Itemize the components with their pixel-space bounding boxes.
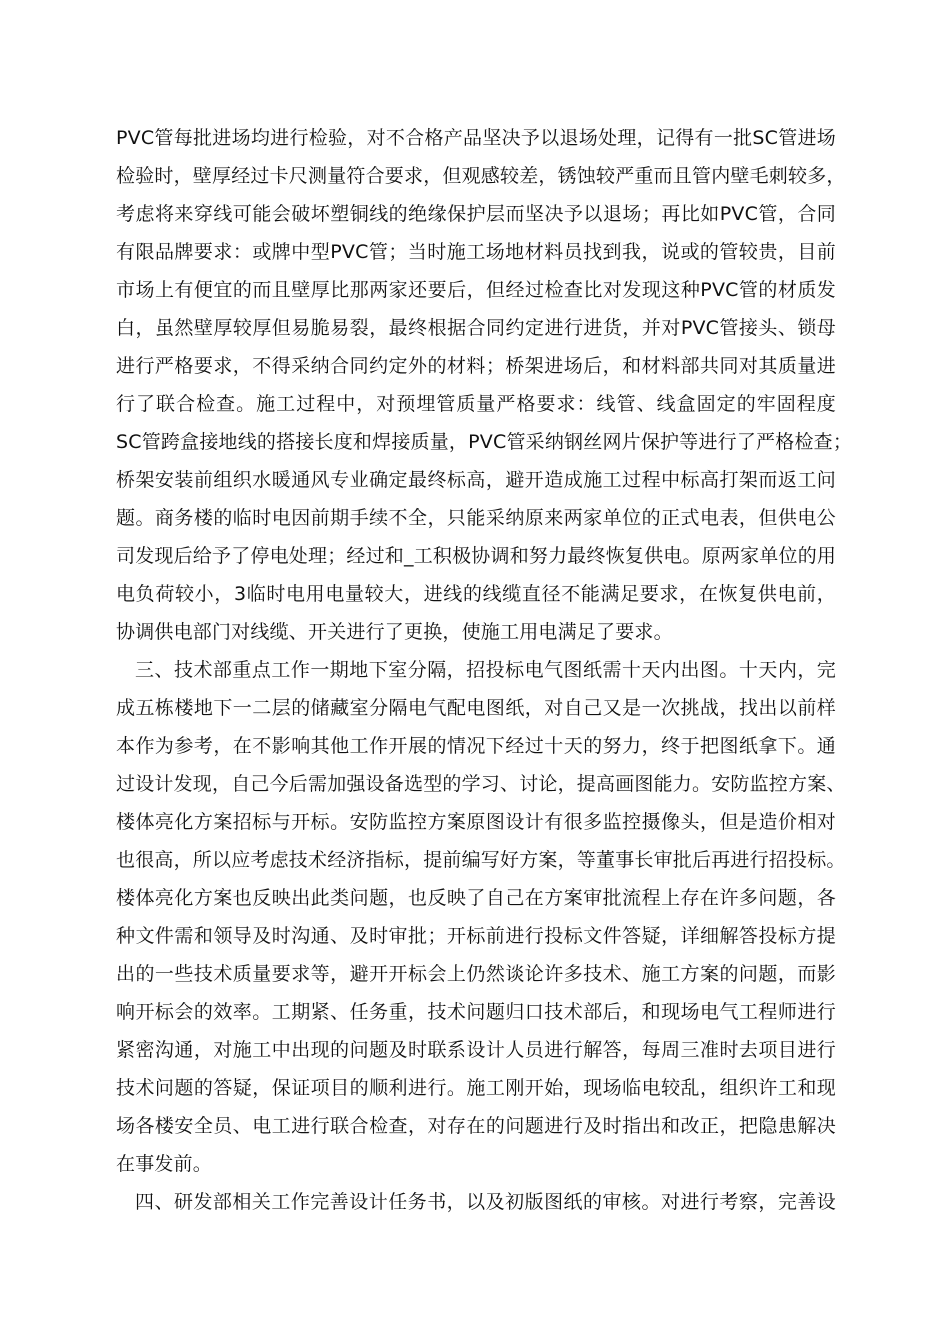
paragraph-line: 成五栋楼地下一二层的储藏室分隔电气配电图纸，对自己又是一次挑战，找出以前样: [116, 697, 836, 719]
paragraph-line: 本作为参考，在不影响其他工作开展的情况下经过十天的努力，终于把图纸拿下。通: [116, 735, 836, 757]
paragraph-line: 考虑将来穿线可能会破坏塑铜线的绝缘保护层而坚决予以退场；再比如PVC管，合同: [116, 203, 836, 225]
paragraph-line: 楼体亮化方案也反映出此类问题，也反映了自己在方案审批流程上存在许多问题，各: [116, 887, 836, 909]
paragraph-line: 也很高，所以应考虑技术经济指标，提前编写好方案，等董事长审批后再进行招投标。: [116, 849, 846, 871]
paragraph-line: 行了联合检查。施工过程中，对预埋管质量严格要求：线管、线盒固定的牢固程度: [116, 393, 836, 415]
paragraph-line: 在事发前。: [116, 1153, 213, 1175]
paragraph-line: 桥架安装前组织水暖通风专业确定最终标高，避开造成施工过程中标高打架而返工问: [116, 469, 836, 491]
paragraph-line: 响开标会的效率。工期紧、任务重，技术问题归口技术部后，和现场电气工程师进行: [116, 1001, 836, 1023]
paragraph-line: 进行严格要求，不得采纳合同约定外的材料；桥架进场后，和材料部共同对其质量进: [116, 355, 836, 377]
paragraph-line: 有限品牌要求：或牌中型PVC管；当时施工场地材料员找到我，说或的管较贵，目前: [116, 241, 836, 263]
paragraph-line-first: 四、研发部相关工作完善设计任务书，以及初版图纸的审核。对进行考察，完善设: [135, 1191, 836, 1213]
paragraph-line: 过设计发现，自己今后需加强设备选型的学习、讨论，提高画图能力。安防监控方案、: [116, 773, 846, 795]
paragraph-line: PVC管每批进场均进行检验，对不合格产品坚决予以退场处理，记得有一批SC管进场: [116, 127, 836, 149]
paragraph-line: 市场上有便宜的而且壁厚比那两家还要后，但经过检查比对发现这种PVC管的材质发: [116, 279, 836, 301]
paragraph-line: 电负荷较小，3临时电用电量较大，进线的线缆直径不能满足要求，在恢复供电前，: [116, 583, 836, 605]
paragraph-line: 楼体亮化方案招标与开标。安防监控方案原图设计有很多监控摄像头，但是造价相对: [116, 811, 836, 833]
paragraph-line: 白，虽然壁厚较厚但易脆易裂，最终根据合同约定进行进货，并对PVC管接头、锁母: [116, 317, 836, 339]
paragraph-line: 种文件需和领导及时沟通、及时审批；开标前进行投标文件答疑，详细解答投标方提: [116, 925, 836, 947]
paragraph-line: 紧密沟通，对施工中出现的问题及时联系设计人员进行解答，每周三准时去项目进行: [116, 1039, 836, 1061]
paragraph-line-first: 三、技术部重点工作一期地下室分隔，招投标电气图纸需十天内出图。十天内，完: [135, 659, 836, 681]
paragraph-line: 协调供电部门对线缆、开关进行了更换，使施工用电满足了要求。: [116, 621, 673, 643]
paragraph-line: 司发现后给予了停电处理；经过和_工积极协调和努力最终恢复供电。原两家单位的用: [116, 545, 837, 567]
paragraph-line: SC管跨盒接地线的搭接长度和焊接质量，PVC管采纳钢丝网片保护等进行了严格检查；: [116, 431, 853, 453]
paragraph-line: 检验时，壁厚经过卡尺测量符合要求，但观感较差，锈蚀较严重而且管内壁毛刺较多，: [116, 165, 846, 187]
paragraph-line: 技术问题的答疑，保证项目的顺利进行。施工刚开始，现场临电较乱，组织许工和现: [116, 1077, 836, 1099]
paragraph-line: 题。商务楼的临时电因前期手续不全，只能采纳原来两家单位的正式电表，但供电公: [116, 507, 836, 529]
paragraph-line: 出的一些技术质量要求等，避开开标会上仍然谈论许多技术、施工方案的问题，而影: [116, 963, 836, 985]
paragraph-line: 场各楼安全员、电工进行联合检查，对存在的问题进行及时指出和改正，把隐患解决: [116, 1115, 836, 1137]
